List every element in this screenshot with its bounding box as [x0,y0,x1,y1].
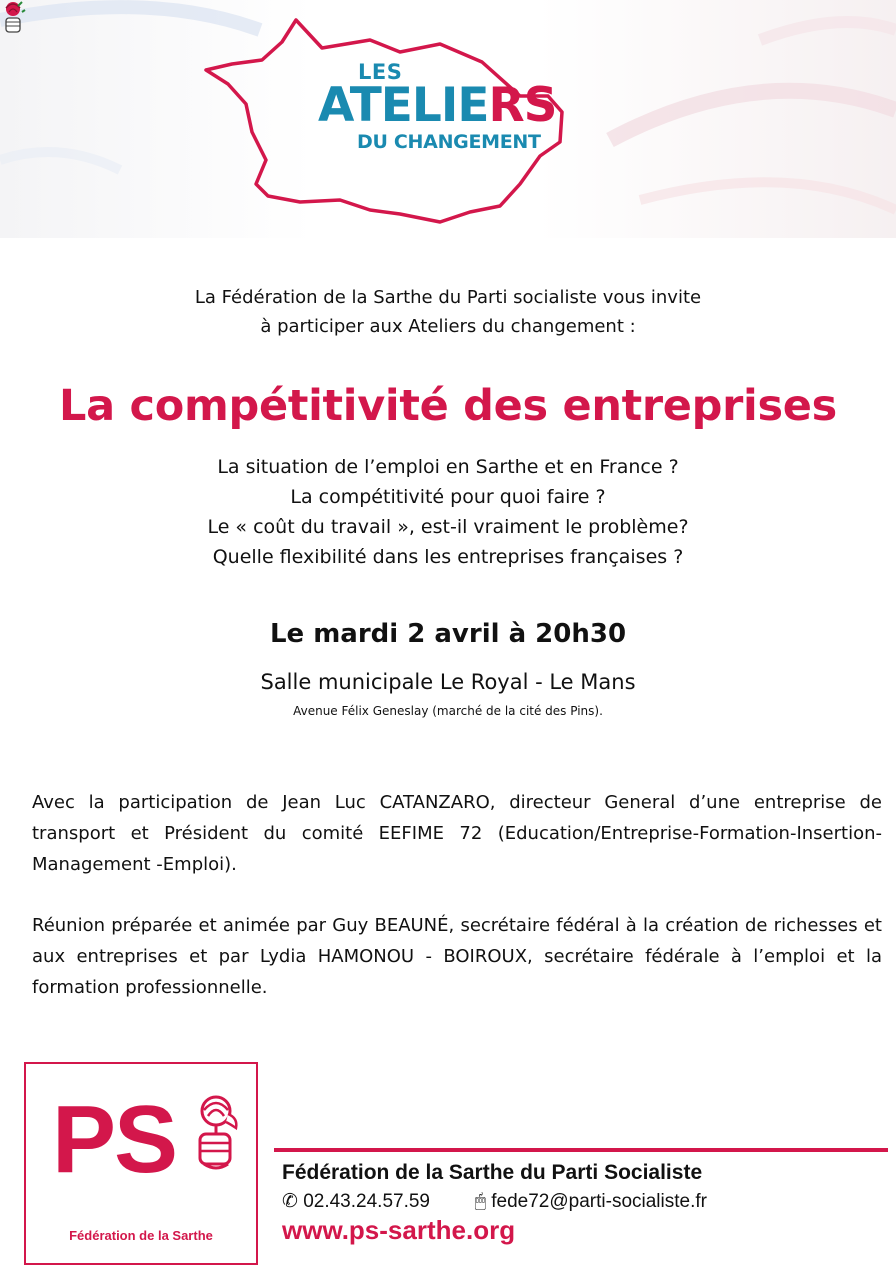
footer-contact [282,1190,707,1213]
footer-email[interactable]: fede72@parti-socialiste.fr [491,1191,707,1212]
intro-text [0,283,896,341]
logo-ateliers-text: ATELIERS [318,78,557,133]
rose-fist-icon [190,1094,242,1174]
logo-les-text: LES [358,60,403,84]
event-date: Le mardi 2 avril à 20h30 [269,619,627,649]
paragraph-participation: Avec la participation de Jean Luc CATANZARO, directeur General d’une entreprise de transport et Président du comité EEFIME 72 (Education/Entreprise-Formation-Insertion-Management -Emploi). [32,792,882,875]
ps-logo-letters: PS [52,1086,177,1193]
footer-website[interactable]: www.ps-sarthe.org [282,1215,516,1245]
intro-line-2: à participer aux Ateliers du changement : [260,316,636,337]
logo-du-changement-text: DU CHANGEMENT [357,131,541,153]
mouse-icon: 🖱 [474,1191,486,1212]
question-item: Le « coût du travail », est-il vraiment le problème? [207,516,689,538]
rose-fist-icon [0,0,26,40]
footer-org-name: Fédération de la Sarthe du Parti Socialiste [282,1161,703,1184]
event-venue: Salle municipale Le Royal - Le Mans [260,670,636,694]
question-item: La compétitivité pour quoi faire ? [290,486,606,508]
question-item: Quelle flexibilité dans les entreprises françaises ? [212,546,684,568]
page-title: La compétitivité des entreprises [59,381,837,431]
question-item: La situation de l’emploi en Sarthe et en France ? [217,456,679,478]
phone-icon: ✆ [282,1191,298,1212]
footer-phone: 02.43.24.57.59 [303,1191,430,1212]
event-address: Avenue Félix Geneslay (marché de la cité des Pins). [293,704,603,718]
paragraph-organizers: Réunion préparée et animée par Guy BEAUNÉ, secrétaire fédéral à la création de richesses et aux entreprises et par Lydia HAMONOU - BOIROUX, secrétaire fédérale à l’emploi et la formation professionnelle. [32,915,882,998]
footer-divider [274,1148,888,1152]
ps-logo-box [24,1062,258,1265]
intro-line-1: La Fédération de la Sarthe du Parti socialiste vous invite [194,287,702,308]
ps-logo-federation: Fédération de la Sarthe [69,1228,213,1243]
questions-list [0,452,896,572]
header-banner [0,0,896,238]
